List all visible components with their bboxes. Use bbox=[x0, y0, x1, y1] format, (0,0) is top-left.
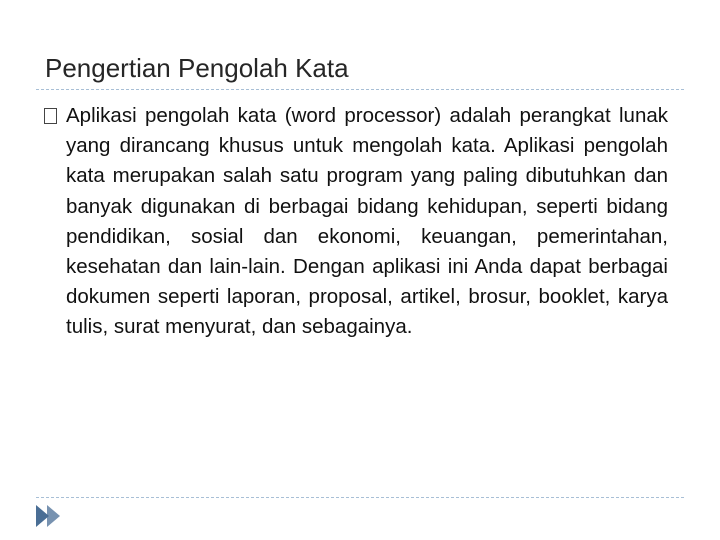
footer-divider bbox=[36, 497, 684, 498]
title-divider bbox=[36, 89, 684, 90]
square-bullet-icon bbox=[44, 108, 57, 124]
bullet-text: Aplikasi pengolah kata (word processor) adalah perangkat lunak yang dirancang khusus untuk mengolah kata. Aplikasi pengolah kata merupakan salah satu program yang paling dibutuhkan dan banyak digunakan di berbagai bidang kehidupan, seperti bidang pendidikan, sosial dan ekonomi, keuangan, pemerintahan, kesehatan dan lain-lain. Dengan aplikasi ini Anda dapat berbagai dokumen seperti laporan, proposal, artikel, brosur, booklet, karya tulis, surat menyurat, dan sebagainya. bbox=[66, 104, 668, 339]
double-arrow-right-icon bbox=[36, 505, 66, 527]
bullet-item bbox=[44, 101, 668, 343]
slide-title: Pengertian Pengolah Kata bbox=[45, 53, 349, 83]
